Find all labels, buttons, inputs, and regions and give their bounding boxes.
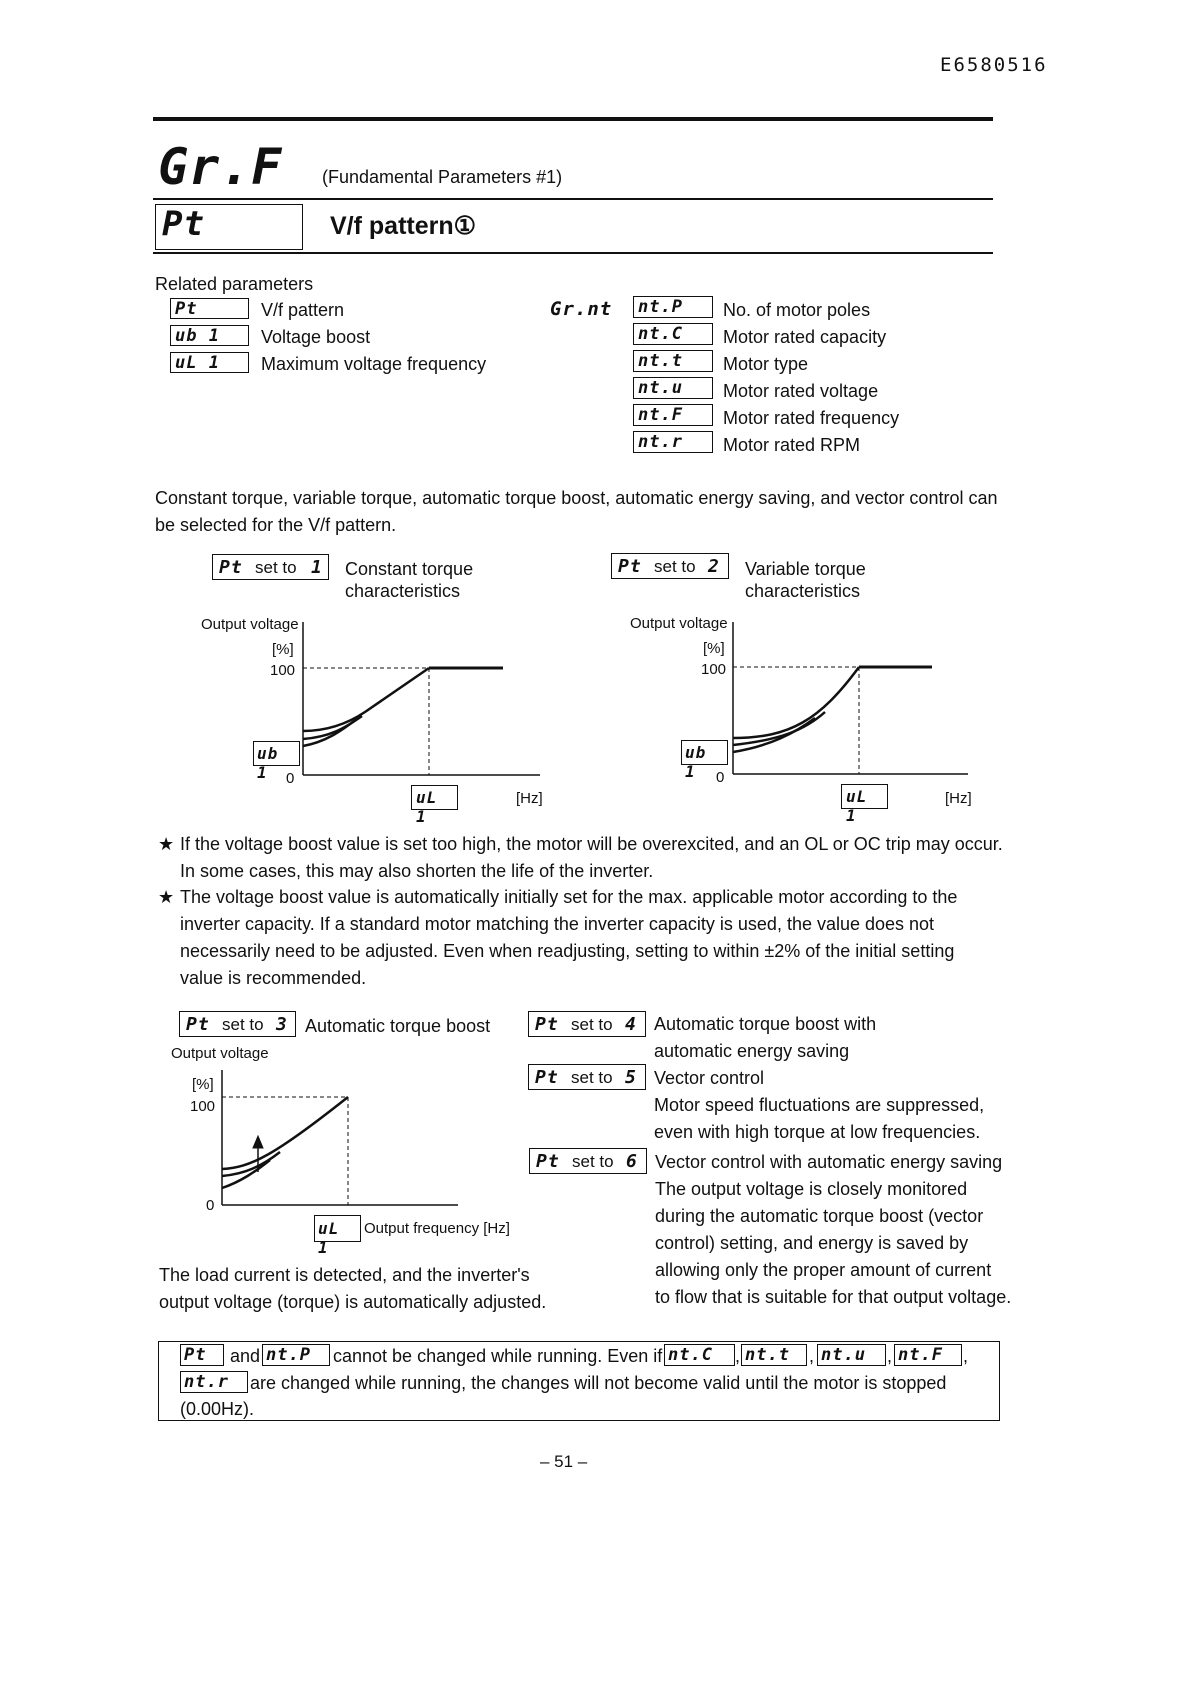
freq-box: uL 1 (411, 785, 458, 810)
graph-variable-torque (733, 622, 968, 774)
related-code-box: nt.t (633, 350, 713, 372)
intro-line: be selected for the V/f pattern. (155, 515, 397, 535)
graph-xlabel: Output frequency [Hz] (364, 1220, 510, 1237)
arrow-head-icon (253, 1136, 263, 1148)
related-code-box: uL 1 (170, 352, 249, 373)
code-box: Pt (180, 1344, 224, 1366)
note-text: and (230, 1346, 261, 1366)
related-label: Motor rated capacity (723, 327, 887, 347)
note-line: value is recommended. (180, 968, 367, 988)
setting-desc: Automatic torque boost (305, 1016, 491, 1036)
note-line: inverter capacity. If a standard motor matching the inverter capacity is used, the value does not (180, 914, 935, 934)
note-line: necessarily need to be adjusted. Even when readjusting, setting to within ±2% of the initial setting (180, 941, 955, 961)
vf-curve (303, 718, 358, 746)
freq-box: uL 1 (841, 784, 888, 809)
setting-box: Pt set to 1 (212, 554, 329, 580)
graph-y100: 100 (190, 1098, 216, 1115)
intro-line: Constant torque, variable torque, automatic torque boost, automatic energy saving, and vector control can (155, 488, 998, 508)
note-text: , (735, 1346, 741, 1366)
setting-desc: Constant torque (345, 559, 474, 579)
graph-ylabel: Output voltage (630, 615, 728, 632)
vf-curve (733, 667, 859, 738)
load-text: output voltage (torque) is automatically adjusted. (159, 1292, 547, 1312)
related-code-box: nt.u (633, 377, 713, 399)
document-id: E6580516 (940, 54, 1048, 76)
freq-box: uL 1 (314, 1215, 361, 1242)
graph-y100: 100 (701, 661, 727, 678)
graph-y0: 0 (206, 1197, 215, 1214)
graph-xunit: [Hz] (516, 790, 543, 807)
graph-ylabel: Output voltage (201, 616, 299, 633)
star-icon: ★ (158, 834, 175, 854)
code-box: nt.F (894, 1344, 962, 1366)
star-icon: ★ (158, 887, 175, 907)
note-line: If the voltage boost value is set too high, the motor will be overexcited, and an OL or OC trip may occur. (180, 834, 1003, 854)
param-code: Pt (162, 204, 205, 244)
setting-desc: characteristics (745, 581, 861, 601)
group-code: Gr.F (158, 138, 283, 196)
boost-box: ub 1 (253, 741, 300, 766)
note-text: , (963, 1346, 969, 1366)
related-group-code: Gr.nt (550, 298, 613, 320)
note-text: , (887, 1346, 893, 1366)
setting-desc: even with high torque at low frequencies. (654, 1122, 981, 1142)
vf-curve (303, 668, 429, 731)
setting-desc: Motor speed fluctuations are suppressed, (654, 1095, 985, 1115)
code-box: nt.C (664, 1344, 735, 1366)
setting-desc: Vector control with automatic energy saving (655, 1152, 1003, 1172)
setting-desc: Vector control (654, 1068, 765, 1088)
setting-box: Pt set to 6 (529, 1148, 647, 1174)
graph-constant-torque (303, 622, 540, 775)
note-text: cannot be changed while running. Even if (333, 1346, 663, 1366)
setting-box: Pt set to 3 (179, 1011, 296, 1037)
setting-desc: allowing only the proper amount of current (655, 1260, 992, 1280)
setting-desc: control) setting, and energy is saved by (655, 1233, 969, 1253)
setting-desc: to flow that is suitable for that output voltage. (655, 1287, 1012, 1307)
note-line: The voltage boost value is automatically initially set for the max. applicable motor according to the (180, 887, 958, 907)
code-box: nt.t (741, 1344, 807, 1366)
note-line: In some cases, this may also shorten the life of the inverter. (180, 861, 654, 881)
related-label: Motor rated frequency (723, 408, 900, 428)
setting-desc: characteristics (345, 581, 461, 601)
related-label: Voltage boost (261, 327, 371, 347)
graph-auto-boost (222, 1070, 458, 1205)
boost-box: ub 1 (681, 740, 728, 765)
related-label: Motor type (723, 354, 809, 374)
note-text: are changed while running, the changes will not become valid until the motor is stopped (250, 1373, 947, 1393)
setting-desc: during the automatic torque boost (vector (655, 1206, 984, 1226)
setting-desc: automatic energy saving (654, 1041, 850, 1061)
code-box: nt.P (262, 1344, 330, 1366)
load-text: The load current is detected, and the inverter's (159, 1265, 530, 1285)
related-label: V/f pattern (261, 300, 345, 320)
graph-xunit: [Hz] (945, 790, 972, 807)
related-code-box: Pt (170, 298, 249, 319)
related-label: No. of motor poles (723, 300, 871, 320)
code-box: nt.r (180, 1371, 248, 1393)
graph-yunit: [%] (272, 641, 294, 658)
setting-box: Pt set to 4 (528, 1011, 646, 1037)
setting-desc: Automatic torque boost with (654, 1014, 877, 1034)
related-label: Maximum voltage frequency (261, 354, 487, 374)
related-code-box: nt.C (633, 323, 713, 345)
page-number: – 51 – (540, 1452, 588, 1471)
graph-yunit: [%] (192, 1076, 214, 1093)
group-title: (Fundamental Parameters #1) (322, 167, 563, 187)
related-label: Motor rated voltage (723, 381, 879, 401)
param-title: V/f pattern① (330, 212, 477, 240)
graph-y0: 0 (716, 769, 725, 786)
graph-yunit: [%] (703, 640, 725, 657)
graph-y0: 0 (286, 770, 295, 787)
note-text: (0.00Hz). (180, 1399, 255, 1419)
vf-curve (222, 1097, 348, 1169)
related-code-box: nt.r (633, 431, 713, 453)
related-code-box: nt.F (633, 404, 713, 426)
setting-desc: Variable torque (745, 559, 866, 579)
related-heading: Related parameters (155, 274, 314, 294)
graph-ylabel: Output voltage (171, 1045, 269, 1062)
related-label: Motor rated RPM (723, 435, 861, 455)
code-box: nt.u (817, 1344, 886, 1366)
setting-desc: The output voltage is closely monitored (655, 1179, 968, 1199)
note-text: , (809, 1346, 815, 1366)
setting-box: Pt set to 2 (611, 553, 729, 579)
related-code-box: nt.P (633, 296, 713, 318)
graph-y100: 100 (270, 662, 296, 679)
related-code-box: ub 1 (170, 325, 249, 346)
setting-box: Pt set to 5 (528, 1064, 646, 1090)
